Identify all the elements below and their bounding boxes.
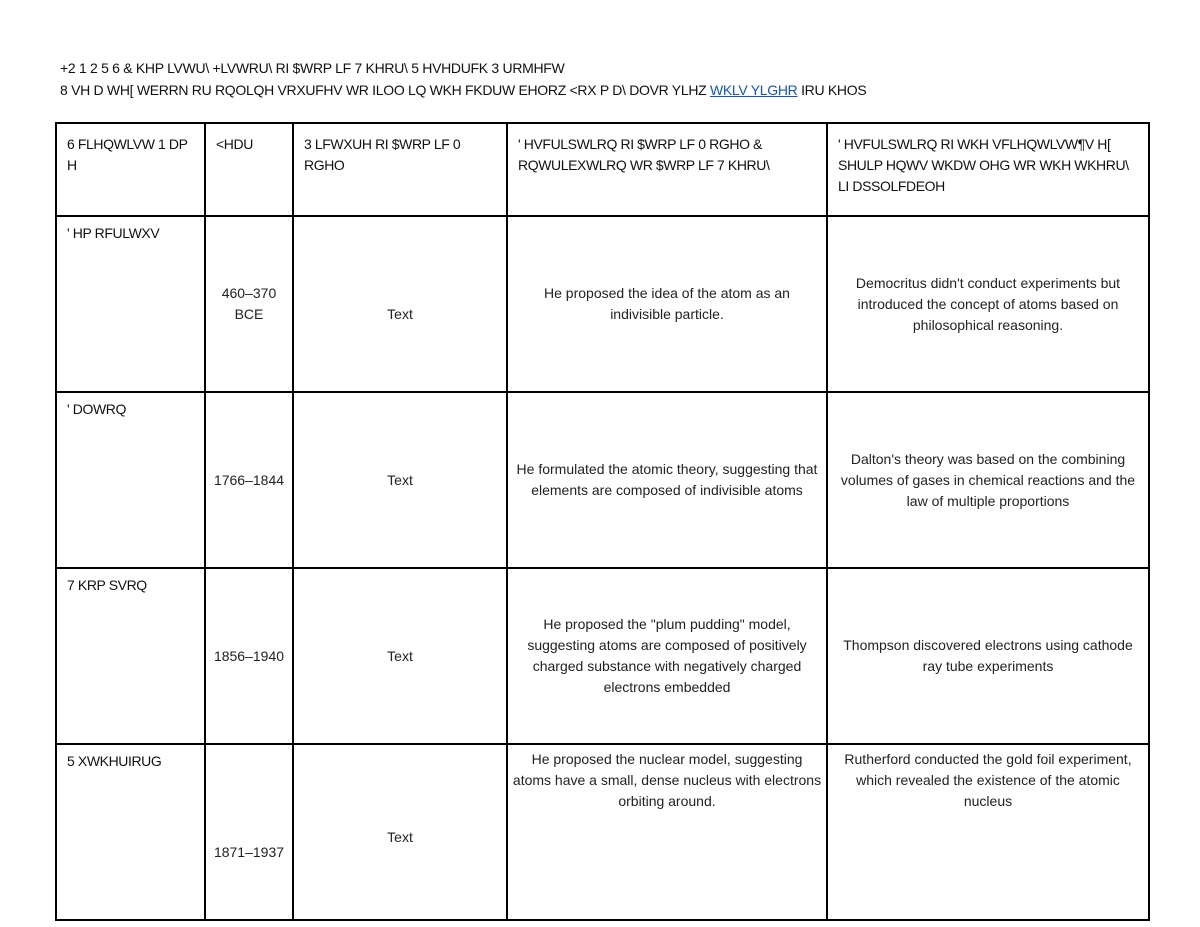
experiments-cell <box>827 568 1149 744</box>
experiments-text: Dalton's theory was based on the combining volumes of gases in chemical reactions and the law of multiple proportions <box>840 450 1136 509</box>
instructions-text: 8 VH D WH[ WERRN RU RQOLQH VRXUFHV WR ILOO LQ WKH FKDUW EHORZ <RX P D\ DOVR YLHZ <box>60 82 710 98</box>
scientist-name-cell: 7 KRP SVRQ <box>56 568 205 744</box>
year-cell <box>205 568 293 744</box>
description-cell <box>507 744 827 920</box>
table-row <box>56 216 1149 392</box>
picture-text: Text <box>387 828 413 845</box>
scientist-name-cell: ' DOWRQ <box>56 392 205 568</box>
description-text: He proposed the nuclear model, suggesting atoms have a small, dense nucleus with electrons orbiting around. <box>512 751 822 809</box>
experiments-cell <box>827 744 1149 920</box>
column-header-experiments: ' HVFULSWLRQ RI WKH VFLHQWLVW¶V H[ SHULP HQWV WKDW OHG WR WKH WKHRU\ LI DSSOLFDEOH <box>827 123 1149 216</box>
year-cell <box>205 392 293 568</box>
picture-cell[interactable] <box>293 216 507 392</box>
picture-text: Text <box>387 305 413 322</box>
experiments-text: Thompson discovered electrons using cathode ray tube experiments <box>843 637 1133 674</box>
table-row <box>56 568 1149 744</box>
picture-cell[interactable] <box>293 744 507 920</box>
table-header-row <box>56 123 1149 216</box>
table-row <box>56 392 1149 568</box>
picture-text: Text <box>387 647 413 664</box>
year-cell <box>205 744 293 920</box>
atomic-theory-table <box>55 122 1150 921</box>
year-text: 460–370 BCE <box>221 285 277 322</box>
experiments-text: Rutherford conducted the gold foil experiment, which revealed the existence of the atomic nucleus <box>844 751 1132 809</box>
picture-cell[interactable] <box>293 392 507 568</box>
description-text: He proposed the idea of the atom as an indivisible particle. <box>544 285 790 322</box>
scientist-name-cell: ' HP RFULWXV <box>56 216 205 392</box>
year-text: 1766–1844 <box>213 471 285 488</box>
column-header-model-description: ' HVFULSWLRQ RI $WRP LF 0 RGHO & RQWULEXWLRQ WR $WRP LF 7 KHRU\ <box>507 123 827 216</box>
video-link[interactable]: WKLV YLGHR <box>709 82 798 98</box>
year-cell <box>205 216 293 392</box>
document-header <box>60 57 866 101</box>
column-header-year: <HDU <box>205 123 293 216</box>
picture-text: Text <box>387 471 413 488</box>
year-text: 1856–1940 <box>213 647 285 664</box>
description-text: He formulated the atomic theory, suggesting that elements are composed of indivisible atoms <box>516 461 818 498</box>
description-text: He proposed the "plum pudding" model, suggesting atoms are composed of positively charged substance with negatively charged electrons embedded <box>527 616 807 695</box>
instructions-suffix: IRU KHOS <box>797 82 867 98</box>
document-title: +2 1 2 5 6 & KHP LVWU\ +LVWRU\ RI $WRP LF 7 KHRU\ 5 HVHDUFK 3 URMHFW <box>60 60 565 76</box>
column-header-picture: 3 LFWXUH RI $WRP LF 0 RGHO <box>293 123 507 216</box>
column-header-scientist-name: 6 FLHQWLVW 1 DP H <box>56 123 205 216</box>
description-cell <box>507 568 827 744</box>
description-cell <box>507 216 827 392</box>
document-instructions <box>60 79 866 101</box>
picture-cell[interactable] <box>293 568 507 744</box>
year-text: 1871–1937 <box>213 843 285 860</box>
table-row <box>56 744 1149 920</box>
experiments-cell <box>827 216 1149 392</box>
scientist-name-cell: 5 XWKHUIRUG <box>56 744 205 920</box>
experiments-text: Democritus didn't conduct experiments but introduced the concept of atoms based on philosophical reasoning. <box>855 274 1121 333</box>
experiments-cell <box>827 392 1149 568</box>
description-cell <box>507 392 827 568</box>
